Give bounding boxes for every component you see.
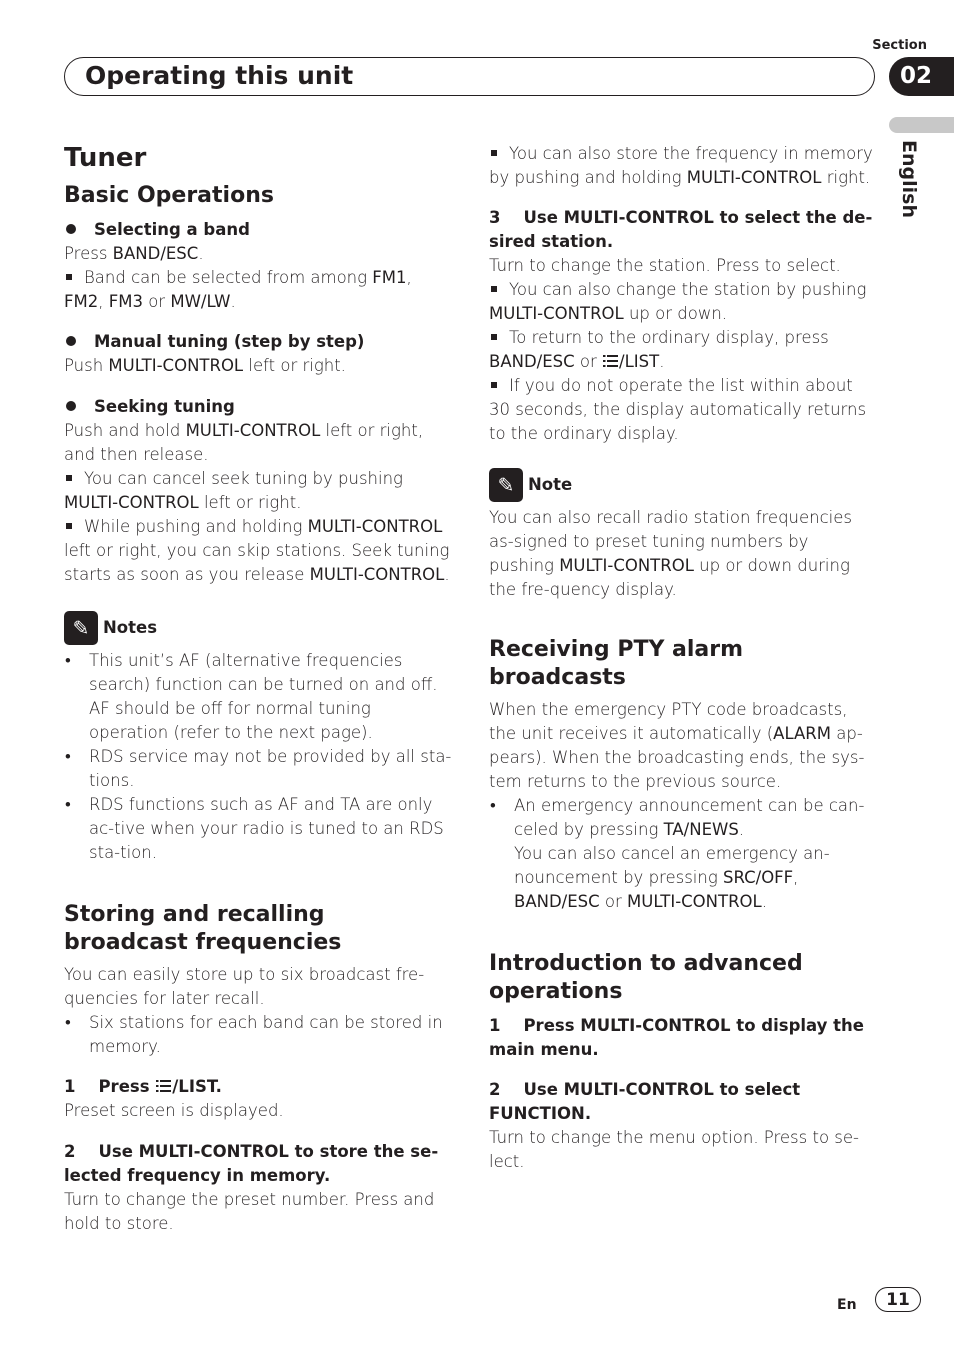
language-label: English bbox=[898, 140, 920, 218]
intro-heading: Introduction to advanced operations bbox=[489, 951, 803, 1004]
storing-desc: You can easily store up to six broadcast fre-quencies for later recall. bbox=[64, 965, 425, 1008]
section-label: Section bbox=[872, 38, 927, 53]
list-menu-icon bbox=[603, 355, 618, 368]
band-note: Band can be selected from among FM1, FM2, FM3 or MW/LW. bbox=[64, 268, 412, 311]
square-bullet-icon bbox=[66, 274, 72, 280]
bullet-dot-icon bbox=[66, 336, 76, 346]
pencil-note-icon: ✎ bbox=[489, 468, 523, 502]
storing-heading: Storing and recalling broadcast frequencies bbox=[64, 902, 342, 955]
square-bullet-icon bbox=[66, 523, 72, 529]
pencil-note-icon: ✎ bbox=[64, 611, 98, 645]
step-2: 2 Use MULTI-CONTROL to store the se-lected frequency in memory. bbox=[64, 1142, 439, 1185]
step-2-desc: Turn to change the preset number. Press and hold to store. bbox=[64, 1190, 435, 1233]
square-bullet-icon bbox=[491, 286, 497, 292]
store-note: You can also store the frequency in memory by pushing and holding MULTI-CONTROL right. bbox=[489, 144, 873, 187]
section-number: 02 bbox=[889, 57, 954, 96]
note-header: ✎ Note bbox=[489, 468, 873, 502]
left-column bbox=[64, 142, 452, 1236]
seeking-tuning-heading: Seeking tuning bbox=[64, 395, 452, 419]
step-3: 3 Use MULTI-CONTROL to select the de-sired station. bbox=[489, 208, 873, 251]
manual-tuning-desc: Push MULTI-CONTROL left or right. bbox=[64, 356, 346, 375]
note-text: You can also recall radio station frequencies as-signed to preset tuning numbers by pushing MULTI-CONTROL up or down during the fre-quency display. bbox=[489, 508, 853, 599]
square-bullet-icon bbox=[491, 150, 497, 156]
bullet-dot-icon bbox=[66, 401, 76, 411]
basic-operations-heading: Basic Operations bbox=[64, 183, 274, 208]
pty-bullet: • An emergency announcement can be can-celed by pressing TA/NEWS. You can also cancel an emergency an-nouncement by pressing SRC/OFF, BAND/ESC or MULTI-CONTROL. bbox=[489, 794, 873, 914]
step-3-bullet-3: If you do not operate the list within about 30 seconds, the display automatically returns to the ordinary display. bbox=[489, 376, 867, 443]
intro-step-2-desc: Turn to change the menu option. Press to se-lect. bbox=[489, 1128, 859, 1171]
bullet-dot-icon bbox=[66, 224, 76, 234]
pty-desc: When the emergency PTY code broadcasts, the unit receives it automatically (ALARM ap-pears). When the broadcasting ends, the sys-tem returns to the previous source. bbox=[489, 700, 865, 791]
step-3-bullet-2: To return to the ordinary display, press BAND/ESC or /LIST. bbox=[489, 328, 829, 371]
intro-step-1: 1 Press MULTI-CONTROL to display the main menu. bbox=[489, 1016, 864, 1059]
notes-header: ✎ Notes bbox=[64, 611, 452, 645]
step-1: 1 Press /LIST. bbox=[64, 1077, 222, 1096]
square-bullet-icon bbox=[491, 382, 497, 388]
seek-note-1: You can cancel seek tuning by pushing MULTI-CONTROL left or right. bbox=[64, 469, 403, 512]
note-item: • This unit’s AF (alternative frequencies search) function can be turned on and off. AF should be off for normal tuning operation (refer to the next page). bbox=[64, 649, 452, 745]
manual-tuning-heading: Manual tuning (step by step) bbox=[64, 330, 452, 354]
seeking-tuning-desc: Push and hold MULTI-CONTROL left or right, and then release. bbox=[64, 421, 424, 464]
list-menu-icon bbox=[156, 1080, 171, 1093]
right-column bbox=[489, 142, 873, 1174]
intro-step-2: 2 Use MULTI-CONTROL to select FUNCTION. bbox=[489, 1080, 801, 1123]
selecting-band-heading: Selecting a band bbox=[64, 218, 452, 242]
tuner-heading: Tuner bbox=[64, 143, 147, 173]
seek-note-2: While pushing and holding MULTI-CONTROL left or right, you can skip stations. Seek tuning starts as soon as you release MULTI-CONTROL. bbox=[64, 517, 450, 584]
step-1-desc: Preset screen is displayed. bbox=[64, 1101, 284, 1120]
page-title: Operating this unit bbox=[85, 61, 354, 90]
storing-bullet: • Six stations for each band can be stored in memory. bbox=[64, 1011, 452, 1059]
footer-language: En bbox=[837, 1297, 857, 1313]
square-bullet-icon bbox=[66, 475, 72, 481]
language-tab bbox=[889, 117, 954, 133]
note-item: • RDS functions such as AF and TA are only ac-tive when your radio is tuned to an RDS sta-tion. bbox=[64, 793, 452, 865]
notes-list bbox=[64, 649, 452, 865]
pty-heading: Receiving PTY alarm broadcasts bbox=[489, 637, 744, 690]
square-bullet-icon bbox=[491, 334, 497, 340]
note-item: • RDS service may not be provided by all sta-tions. bbox=[64, 745, 452, 793]
selecting-band-desc: Press BAND/ESC. bbox=[64, 244, 204, 263]
step-3-desc: Turn to change the station. Press to select. bbox=[489, 256, 841, 275]
step-3-bullet-1: You can also change the station by pushing MULTI-CONTROL up or down. bbox=[489, 280, 867, 323]
page-number: 11 bbox=[875, 1287, 921, 1312]
